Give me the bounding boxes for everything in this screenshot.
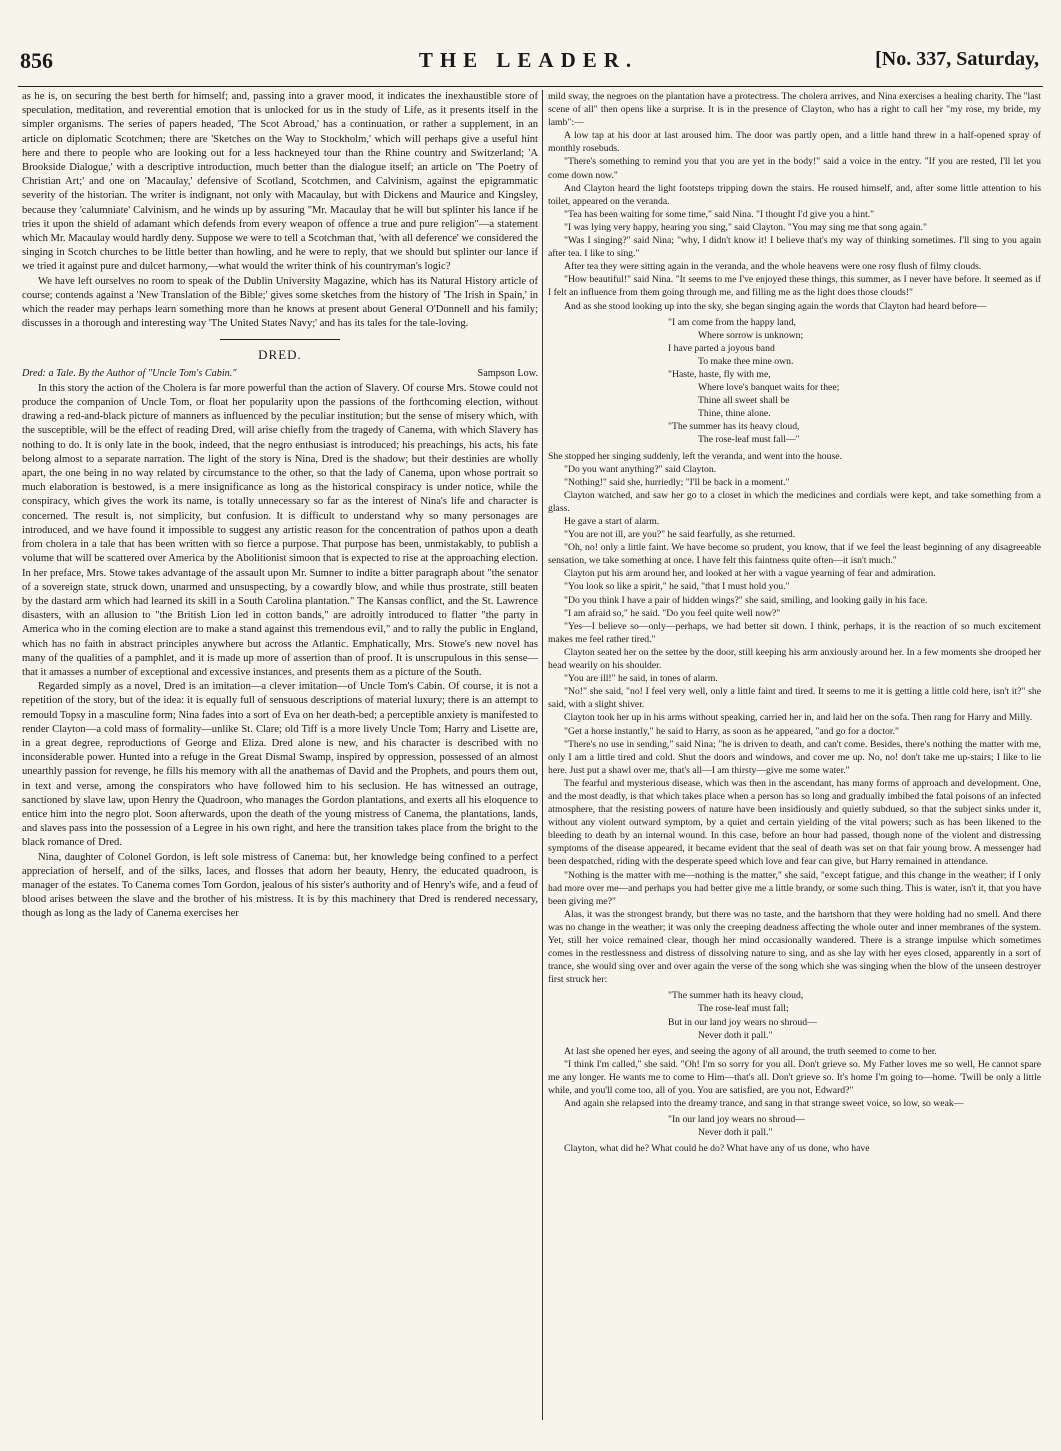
excerpt-paragraph: "Nothing is the matter with me—nothing is the matter," she said, "except fatigue, and this change in the weather; if I only had more over me—and perhaps you had better give me a little brandy, or some such thing. This is water, isn't it, that you have been giving me?" [548, 869, 1041, 907]
excerpt-paragraph: "Nothing!" said she, hurriedly; "I'll be back in a moment." [564, 476, 790, 488]
column-divider [542, 90, 543, 1420]
verse-line: Thine all sweet shall be [698, 395, 790, 407]
newspaper-title: THE LEADER. [418, 48, 639, 72]
excerpt-paragraph: Clayton seated her on the settee by the door, still keeping his arm anxiously around her. In a few moments she drooped her head wearily on his shoulder. [548, 646, 1041, 672]
excerpt-paragraph: "I think I'm called," she said. "Oh! I'm so sorry for you all. Don't grieve so. My Father loves me so well, He cannot spare me any longer. He wants me to come to Him—that's all. Don't grieve so. It's home I'm going to—home. 'Twill be only a little while, and you'll come too, all of you. You are satisfied, are you not, Edward?" [548, 1058, 1041, 1097]
excerpt-paragraph: The fearful and mysterious disease, which was then in the ascendant, has many forms of approach and development. One, and the most deadly, is that which takes place when a person has so long and gradually imbibed the fatal poisons of an infected atmosphere, that the resisting powers of nature have been insidiously and quietly subdued, so that the subject sinks under it, without any violent outward symptom, by a quiet and certain yielding of the vital powers; such as has been likened to the bleeding to death by an internal wound. In this case, before an hour had passed, though none of the violent and distressing symptoms of the disease appeared, it became evident that the seal of death was set on that fair young brow. A messenger had been despatched, riding with the desperate speed which love and fear can give, but Harry remained in attendance. [548, 777, 1041, 868]
magazine-review-paragraph: as he is, on securing the best berth for himself; and, passing into a graver mood, it indicates the inexhaustible store of speculation, meditation, and reverential emotion that is unlocked for us in the study of Life, as it presents itself in the simpler organisms. The series of papers headed, 'The Scot Abroad,' has a continuation, or rather a supplement, in an article on diplomatic Scotchmen; there are 'Sketches on the Way to Stockholm,' which will perhaps give a useful hint here and there to people who are looking out for a less hackneyed tour than the Rhine country and Switzerland; 'A Brookside Dialogue,' with a descriptive introduction, much better than the dialogue itself; an article on 'The Poetry of Christian Art;' and one on 'Macaulay,' defensive of Scotland, Scotchmen, and Calvinism, against the epigrammatic severity of the historian. The writer is indignant, not only with Macaulay, but with Dickens and Maurice and Kingsley, because they 'calumniate' Calvinism, and he winds up by assuring "Mr. Macaulay that he will but splinter his lance if he tries it upon the shield of adamant which defends from every weapon of offence a true and pure religion"—a statement which Mr. Macaulay would hardly deny. Suppose we were to tell a Scotchman that, 'with all deference' we considered the singing in Scotch churches to be little better than howling, and he were to reply, that we should but splinter our lance if we tried it against pure and dulcet harmony,—what would the writer think of his countryman's logic? [22, 91, 538, 273]
verse-line: The rose-leaf must fall; [698, 1003, 789, 1015]
song-verse [668, 989, 1041, 1041]
excerpt-paragraph: Clayton took her up in his arms without speaking, carried her in, and laid her on the sofa. Then rang for Harry and Milly. [564, 712, 1033, 724]
review-publisher: Sampson Low. [477, 367, 538, 379]
excerpt-paragraph: "Oh, no! only a little faint. We have become so prudent, you know, that if we feel the least beginning of any disagreeable sensation, we take something at once. I have felt this faintness quite often—it isn't much." [548, 542, 1041, 567]
closing-line: Clayton, what did he? What could he do? What have any of us done, who have [564, 1143, 870, 1155]
review-paragraph: In this story the action of the Cholera is far more powerful than the action of Slavery. Of course Mrs. Stowe could not produce the companion of Uncle Tom, or float her popularity upon the passions of the forthcoming election, without drawing a red-and-black picture of manners as influenced by the peculiar institution; but the sense of misery which, with the susceptible, will be the effect of reading Dred, will arise chiefly from the tragedy of Canema, with which Slavery has nothing to do. It is only late in the book, indeed, that the negro enthusiast is introduced; his preachings, his acts, his fate belong almost to a separate narration. The light of the story is Nina, Dred is the shadow; but their destinies are wholly apart, the one being in no way related by circumstance to the other, so that the lady of Canema, upon whose portrait so much elaboration is bestowed, is a mere insignificance as long as the historical conspiracy is under notice, while the conspiracy, which gives the work its name, is totally unnecessary so far as the interest of Nina's life and character is concerned. The result is, not simplicity, but confusion. It is difficult to understand why so many personages are introduced, and we have found it impossible to suggest any artistic reason for the concentration of pathos upon a death from cholera in a tale that has been written with so fierce a purpose. That purpose has been, unmistakably, to publish a volume that will be scattered over America by the Abolitionist simoon that is expected to rise at the approaching election. In her preface, Mrs. Stowe takes advantage of the assault upon Mr. Sumner to indite a bitter paragraph about "the senator of a sovereign state, struck down, unarmed and unsuspecting, by a cowardly blow, and while thus prostrate, still beaten by the dastard arm which had learned its skill in a South Carolina plantation." The Kansas conflict, and the St. Lawrence disasters, with an allusion to "the British Lion led in cotton bands," are adroitly introduced to flatter "the party in America who in the coming election are to make a stand against this tremendous evil," and to rally the public in England, which has no faith in abstract principles anywhere but across the Atlantic. Emphatically, Mrs. Stowe's new novel has many of the qualities of a pamphlet, and it is made up more of assertion than of proof. It is unscrupulous in this sense—that it amasses a number of exceptional and excessive instances, and presents them as a picture of the South. [22, 382, 538, 678]
left-column [22, 90, 538, 1420]
review-paragraph: Nina, daughter of Colonel Gordon, is left sole mistress of Canema: but, her knowledge being confined to a perfect appreciation of herself, and of the silks, laces, and flosses that adorn her beauty, Henry, the educated quadroon, is manager of the estates. To Canema comes Tom Gordon, jealous of his sister's authority and of Henry's wife, and a feud of blood arises between the slave and the brother of his mistress. It is by this machinery that Dred is rendered necessary, though as long as the lady of Canema exercises her [22, 851, 538, 920]
excerpt-paragraph: "Get a horse instantly," he said to Harry, as soon as he appeared, "and go for a doctor." [564, 725, 899, 737]
excerpt-paragraph: "You look so like a spirit," he said, "that I must hold you." [564, 581, 790, 593]
review-source-title: Dred: a Tale. By the Author of "Uncle Tom's Cabin." [22, 367, 237, 379]
verse-line: Where sorrow is unknown; [698, 329, 804, 341]
verse-line: "I am come from the happy land, [668, 316, 796, 328]
song-verse [668, 316, 1041, 447]
excerpt-paragraph: He gave a start of alarm. [564, 516, 660, 527]
review-heading: DRED. [258, 347, 302, 363]
section-divider [220, 339, 340, 340]
excerpt-paragraph: At last she opened her eyes, and seeing the agony of all around, the truth seemed to come to her. [564, 1045, 937, 1057]
excerpt-paragraph: "I am afraid so," he said. "Do you feel quite well now?" [564, 607, 781, 619]
masthead [18, 44, 1039, 80]
excerpt-paragraph: "There's no use in sending," said Nina; "he is driven to death, and can't come. Besides, there's nothing the matter with me, only I am a little tired and cold. Shut the doors and windows, and cover me up. No, no! don't take me up-stairs; I like to lie here. Just put a shawl over me, that's all—I am thirsty—give me some water." [548, 738, 1041, 776]
verse-line: I have parted a joyous band [668, 342, 775, 354]
excerpt-paragraph: Alas, it was the strongest brandy, but there was no taste, and the hartshorn that they were holding had no smell. And there was no change in the weather; it was only the creeping deadness affecting the whole outer and inner membranes of the system. Yet, still her voice remained clear, though her mind occasionally wandered. There is a strange impulse which sometimes comes in the restlessness and distress of dissolving nature to sing, and as she lay with her eyes closed, apparently in a sort of trance, she would sing over and over again the verse of the song which she was singing when the blow of the unseen destroyer first struck her: [548, 908, 1041, 986]
issue-label: [No. 337, Saturday, [875, 48, 1039, 70]
excerpt-paragraph: A low tap at his door at last aroused him. The door was partly open, and a little hand threw in a half-opened spray of monthly rosebuds. [548, 130, 1041, 155]
excerpt-paragraph: Clayton watched, and saw her go to a closet in which the medicines and cordials were kept, and take something from a glass. [548, 489, 1041, 514]
verse-line: "In our land joy wears no shroud— [668, 1114, 805, 1126]
review-source [22, 367, 538, 381]
header-rule [18, 86, 1043, 87]
excerpt-paragraph: And again she relapsed into the dreamy trance, and sang in that strange sweet voice, so low, so weak— [564, 1098, 964, 1110]
excerpt-paragraph: "There's something to remind you that you are yet in the body!" said a voice in the entry. "If you are rested, I'll let you come down now." [548, 156, 1041, 181]
review-paragraph: Regarded simply as a novel, Dred is an imitation—a clever imitation—of Uncle Tom's Cabin. Of course, it is not a repetition of the story, but of the idea: it is equally full of sensuous descriptions of material luxury; there is an attempt to remould Topsy in a masculine form; Nina fades into a sort of Eva on her death-bed; a perceptible anxiety is manifested to render Clayton—a cold mass of formality—unlike St. Clare; old Tiff is a more lively Uncle Tom; Harry and Lisette are, in a great degree, reproductions of George and Eliza. Dred alone is new, and his character is described with no inconsiderable power. Hunted into a refuge in the Great Dismal Swamp, inspired by oppression, possessed of an almost unearthly passion for revenge, he fills his memory with all the anathemas of David and the Prophets, and pours them out, in text and verse, among the conspirators who have followed him to his seclusion. He has witnessed an outrage, sanctioned by slave law, upon Henry the Quadroon, who manages the Gordon plantations, and exerts all his eloquence to entice him into the negro plot. Soon afterwards, upon the death of the young mistress of Canema, the plantations, lands, and slaves pass into the possession of a Legree in his own right, and here the transition takes place from the bright to the black romance of Dred. [22, 681, 538, 849]
verse-line: But in our land joy wears no shroud— [668, 1016, 817, 1028]
excerpt-paragraph: "Do you think I have a pair of hidden wings?" she said, smiling, and looking gaily in his face. [564, 594, 928, 606]
excerpt-paragraph: "Tea has been waiting for some time," said Nina. "I thought I'd give you a hint." [564, 208, 875, 220]
verse-line: To make thee mine own. [698, 355, 794, 367]
verse-line: "The summer hath its heavy cloud, [668, 990, 804, 1002]
excerpt-paragraph: And Clayton heard the light footsteps tripping down the stairs. He roused himself, and, after some little attention to his toilet, appeared on the veranda. [548, 182, 1041, 207]
excerpt-paragraph: After tea they were sitting again in the veranda, and the whole heavens were one rosy flush of filmy clouds. [564, 261, 982, 273]
verse-line: Never doth it pall." [698, 1029, 773, 1041]
excerpt-paragraph: "Was I singing?" said Nina; "why, I didn't know it! I believe that's my way of thinking sometimes. I'll sing to you again after tea. I like to sing." [548, 235, 1041, 260]
verse-line: The rose-leaf must fall—" [698, 434, 800, 446]
page-number: 856 [20, 48, 53, 73]
verse-line: Never doth it pall." [698, 1127, 773, 1139]
verse-line: Where love's banquet waits for thee; [698, 382, 840, 394]
excerpt-paragraph: "How beautiful!" said Nina. "It seems to me I've enjoyed these things, this summer, as I never have before. It seemed as if I felt an influence from them going through me, and filling me as the light does those clouds!" [548, 274, 1041, 299]
excerpt-paragraph: "You are not ill, are you?" he said fearfully, as she returned. [564, 529, 796, 541]
excerpt-paragraph: And as she stood looking up into the sky, she began singing again the words that Clayton had heard before— [564, 300, 987, 312]
right-column [548, 90, 1041, 1420]
excerpt-paragraph: Clayton put his arm around her, and looked at her with a vague yearning of fear and admiration. [564, 568, 936, 580]
verse-line: "The summer has its heavy cloud, [668, 421, 800, 433]
verse-line: "Haste, haste, fly with me, [668, 368, 771, 380]
song-verse [668, 1113, 1041, 1139]
excerpt-paragraph: She stopped her singing suddenly, left the veranda, and went into the house. [548, 450, 842, 462]
excerpt-paragraph: "No!" she said, "no! I feel very well, only a little faint and tired. It seems to me it is getting a little cold here, isn't it?" she said, with a slight shiver. [548, 686, 1041, 711]
excerpt-paragraph: "I was lying very happy, hearing you sing," said Clayton. "You may sing me that song again." [564, 221, 927, 233]
review-paragraph: mild sway, the negroes on the plantation have a protectress. The cholera arrives, and Nina exercises a healing charity. The "last scene of all" then opens like a surprise. It is in the presence of Clayton, who has a right to call her "my rose, my bride, my lamb":— [548, 91, 1041, 129]
excerpt-paragraph: "You are ill!" he said, in tones of alarm. [564, 673, 718, 685]
verse-line: Thine, thine alone. [698, 408, 771, 420]
excerpt-paragraph: "Yes—I believe so—only—perhaps, we had better sit down. I think, perhaps, it is the reaction of so much excitement makes me feel rather tired." [548, 620, 1041, 645]
excerpt-paragraph: "Do you want anything?" said Clayton. [564, 463, 717, 475]
magazine-review-paragraph: We have left ourselves no room to speak of the Dublin University Magazine, which has its Natural History article of course; contends against a 'New Translation of the Bible;' gives some sketches from the history of 'The Irish in Spain,' in which the reader may perhaps learn something more than he knows at present about General O'Donnell and his family; discusses in a thorough and interesting way 'The United States Navy;' and has its tales for the tale-loving. [22, 275, 538, 330]
